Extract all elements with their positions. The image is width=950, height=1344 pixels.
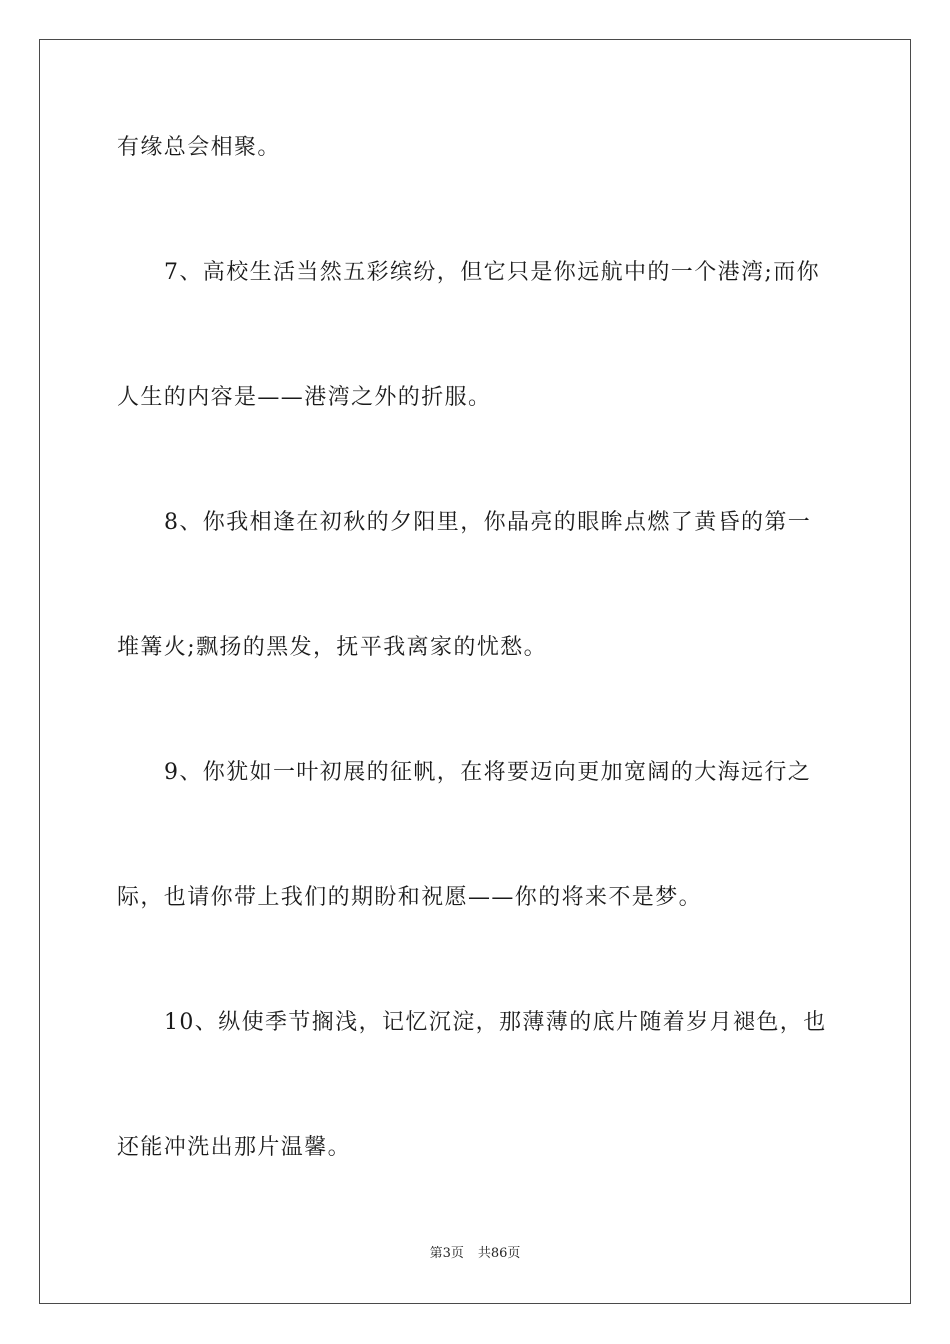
page-number: 第3页 [429, 1246, 464, 1261]
paragraph-7-line-1: 7、高校生活当然五彩缤纷，但它只是你远航中的一个港湾;而你 [164, 260, 821, 285]
text-line: 有缘总会相聚。 [117, 135, 281, 160]
paragraph-10-line-2: 还能冲洗出那片温馨。 [117, 1135, 352, 1160]
paragraph-8-line-1: 8、你我相逢在初秋的夕阳里，你晶亮的眼眸点燃了黄昏的第一 [164, 510, 812, 535]
total-pages: 共86页 [477, 1246, 521, 1261]
page-border [39, 39, 911, 1304]
paragraph-7-line-2: 人生的内容是——港湾之外的折服。 [117, 385, 492, 410]
paragraph-9-line-1: 9、你犹如一叶初展的征帆，在将要迈向更加宽阔的大海远行之 [164, 760, 812, 785]
page-footer [0, 1245, 950, 1263]
paragraph-8-line-2: 堆篝火;飘扬的黑发，抚平我离家的忧愁。 [117, 635, 548, 660]
paragraph-10-line-1: 10、纵使季节搁浅，记忆沉淀，那薄薄的底片随着岁月褪色，也 [164, 1010, 827, 1035]
paragraph-9-line-2: 际，也请你带上我们的期盼和祝愿——你的将来不是梦。 [117, 885, 703, 910]
